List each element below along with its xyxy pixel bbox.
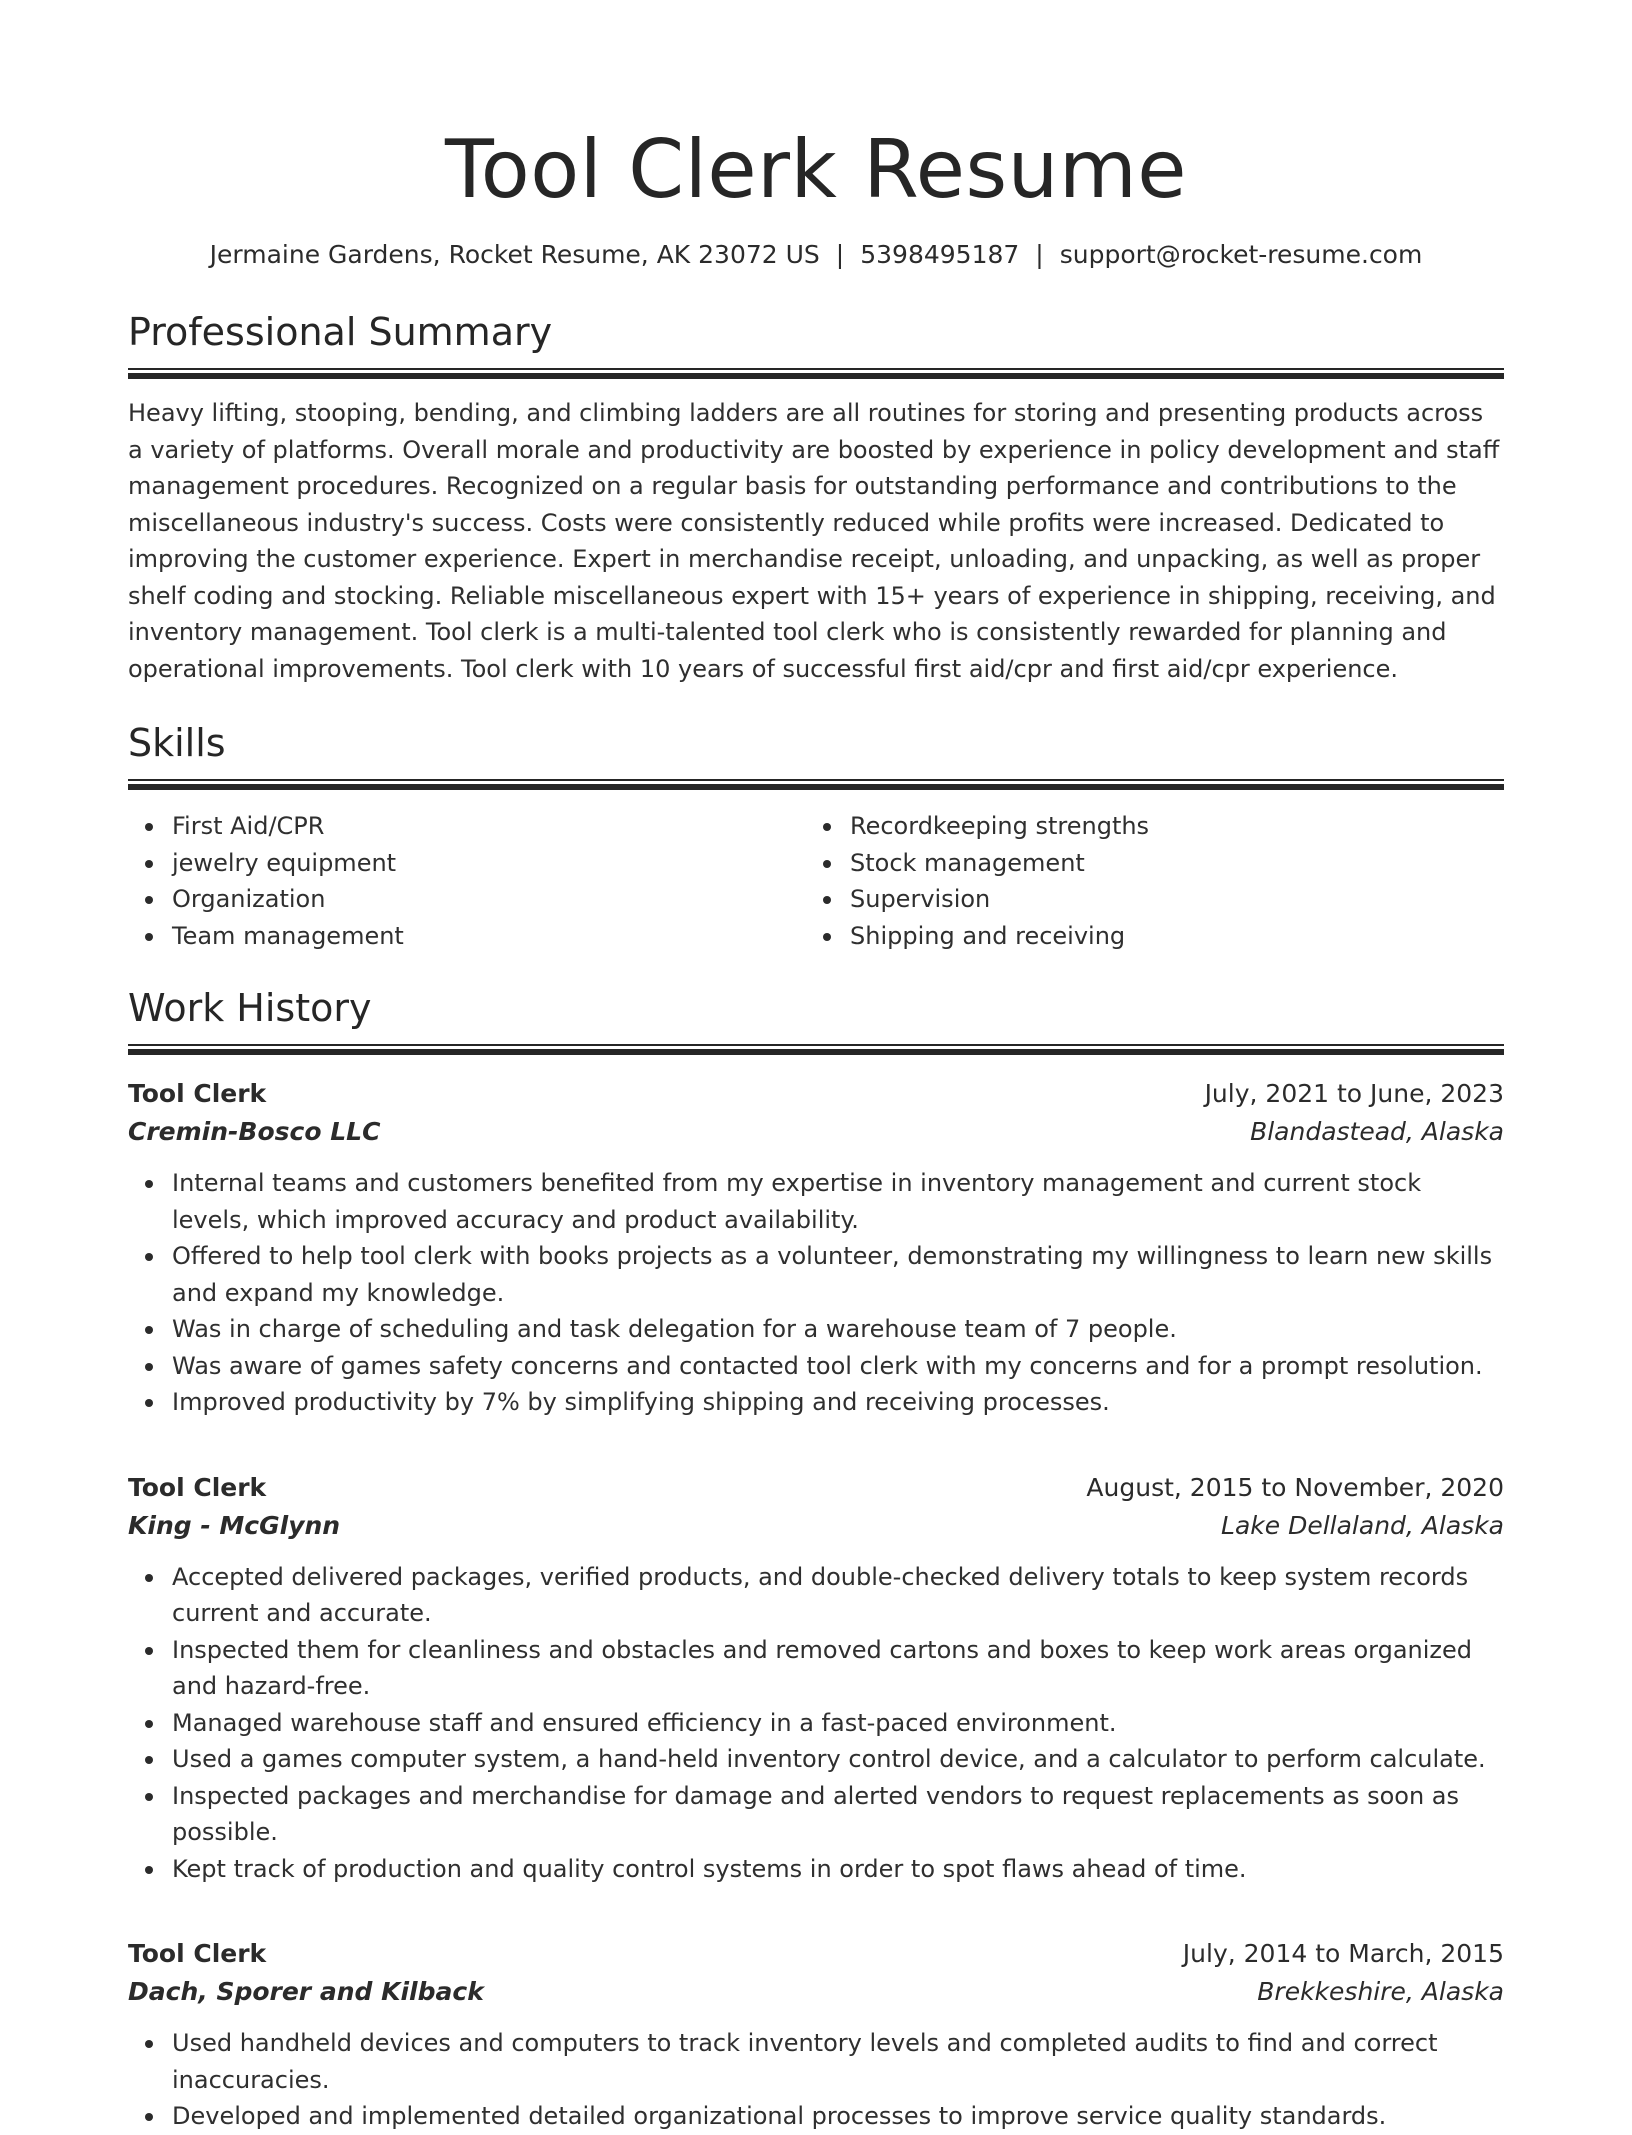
resume-page [128, 0, 1504, 2135]
job-entry [128, 1469, 1504, 1888]
job-bullet: Offered to help tool clerk with books projects as a volunteer, demonstrating my willingness to learn new skills and expand my knowledge. [128, 1238, 1504, 1311]
section-title-work-history: Work History [128, 986, 372, 1030]
job-company: Cremin-Bosco LLC [128, 1117, 381, 1146]
skills-column-right [806, 808, 1484, 954]
job-dates: August, 2015 to November, 2020 [1086, 1472, 1504, 1502]
section-title-summary: Professional Summary [128, 310, 553, 354]
job-bullet: Developed and implemented detailed organizational processes to improve service quality standards. [128, 2098, 1504, 2135]
job-bullets [128, 1559, 1504, 1888]
contact-separator: | [835, 240, 845, 269]
summary-text: Heavy lifting, stooping, bending, and climbing ladders are all routines for storing and presenting products across a variety of platforms. Overall morale and productivity are boosted by experience in policy development and staff management procedures. Recognized on a regular basis for outstanding performance and contributions to the miscellaneous industry's success. Costs were consistently reduced while profits were increased. Dedicated to improving the customer experience. Expert in merchandise receipt, unloading, and unpacking, as well as proper shelf coding and stocking. Reliable miscellaneous expert with 15+ years of experience in shipping, receiving, and inventory management. Tool clerk is a multi-talented tool clerk who is consistently rewarded for planning and operational improvements. Tool clerk with 10 years of successful first aid/cpr and first aid/cpr experience. [128, 399, 1500, 683]
skill-item: Organization [128, 881, 806, 918]
contact-address: Jermaine Gardens, Rocket Resume, AK 23072 US [209, 240, 820, 269]
section-title-skills: Skills [128, 721, 226, 765]
skill-item: Team management [128, 918, 806, 955]
job-company: Dach, Sporer and Kilback [128, 1977, 484, 2006]
skill-item: Shipping and receiving [806, 918, 1484, 955]
job-entry [128, 1935, 1504, 2135]
job-bullet: Accepted delivered packages, verified products, and double-checked delivery totals to keep system records current and accurate. [128, 1559, 1504, 1632]
skill-item: Recordkeeping strengths [806, 808, 1484, 845]
section-divider [128, 1044, 1504, 1055]
job-dates: July, 2021 to June, 2023 [1204, 1079, 1504, 1108]
job-bullet: Improved productivity by 7% by simplifying shipping and receiving processes. [128, 1384, 1504, 1421]
job-title: Tool Clerk [128, 1939, 267, 1968]
job-bullet: Was in charge of scheduling and task delegation for a warehouse team of 7 people. [128, 1311, 1504, 1348]
job-bullet: Was aware of games safety concerns and contacted tool clerk with my concerns and for a prompt resolution. [128, 1348, 1504, 1385]
resume-title: Tool Clerk Resume [444, 123, 1187, 216]
job-bullet: Internal teams and customers benefited from my expertise in inventory management and current stock levels, which improved accuracy and product availability. [128, 1165, 1504, 1238]
job-location: Brekkeshire, Alaska [1257, 1977, 1504, 2006]
section-divider [128, 779, 1504, 790]
contact-email: support@rocket-resume.com [1059, 240, 1423, 269]
job-bullet: Used a games computer system, a hand-held inventory control device, and a calculator to perform calculate. [128, 1741, 1504, 1778]
job-bullet: Inspected packages and merchandise for damage and alerted vendors to request replacements as soon as possible. [128, 1778, 1504, 1851]
job-company: King - McGlynn [128, 1510, 341, 1540]
skills-column-left [128, 808, 806, 954]
job-bullet: Kept track of production and quality control systems in order to spot flaws ahead of time. [128, 1851, 1504, 1888]
job-entry [128, 1075, 1504, 1421]
job-bullet: Inspected them for cleanliness and obstacles and removed cartons and boxes to keep work areas organized and hazard-free. [128, 1632, 1504, 1705]
skill-item: First Aid/CPR [128, 808, 806, 845]
contact-line [128, 238, 1504, 272]
skill-item: Supervision [806, 881, 1484, 918]
job-bullet: Managed warehouse staff and ensured efficiency in a fast-paced environment. [128, 1705, 1504, 1742]
job-title: Tool Clerk [128, 1079, 267, 1108]
job-dates: July, 2014 to March, 2015 [1182, 1939, 1504, 1968]
skill-item: jewelry equipment [128, 845, 806, 882]
job-location: Lake Dellaland, Alaska [1221, 1510, 1504, 1540]
contact-separator: | [1035, 240, 1044, 269]
contact-phone: 5398495187 [860, 240, 1020, 269]
job-location: Blandastead, Alaska [1250, 1117, 1504, 1146]
job-title: Tool Clerk [128, 1472, 267, 1502]
skills-list [128, 808, 1504, 954]
job-bullets [128, 1165, 1504, 1421]
job-bullet: Used handheld devices and computers to track inventory levels and completed audits to find and correct inaccuracies. [128, 2025, 1504, 2098]
skill-item: Stock management [806, 845, 1484, 882]
section-divider [128, 368, 1504, 379]
job-bullets [128, 2025, 1504, 2135]
